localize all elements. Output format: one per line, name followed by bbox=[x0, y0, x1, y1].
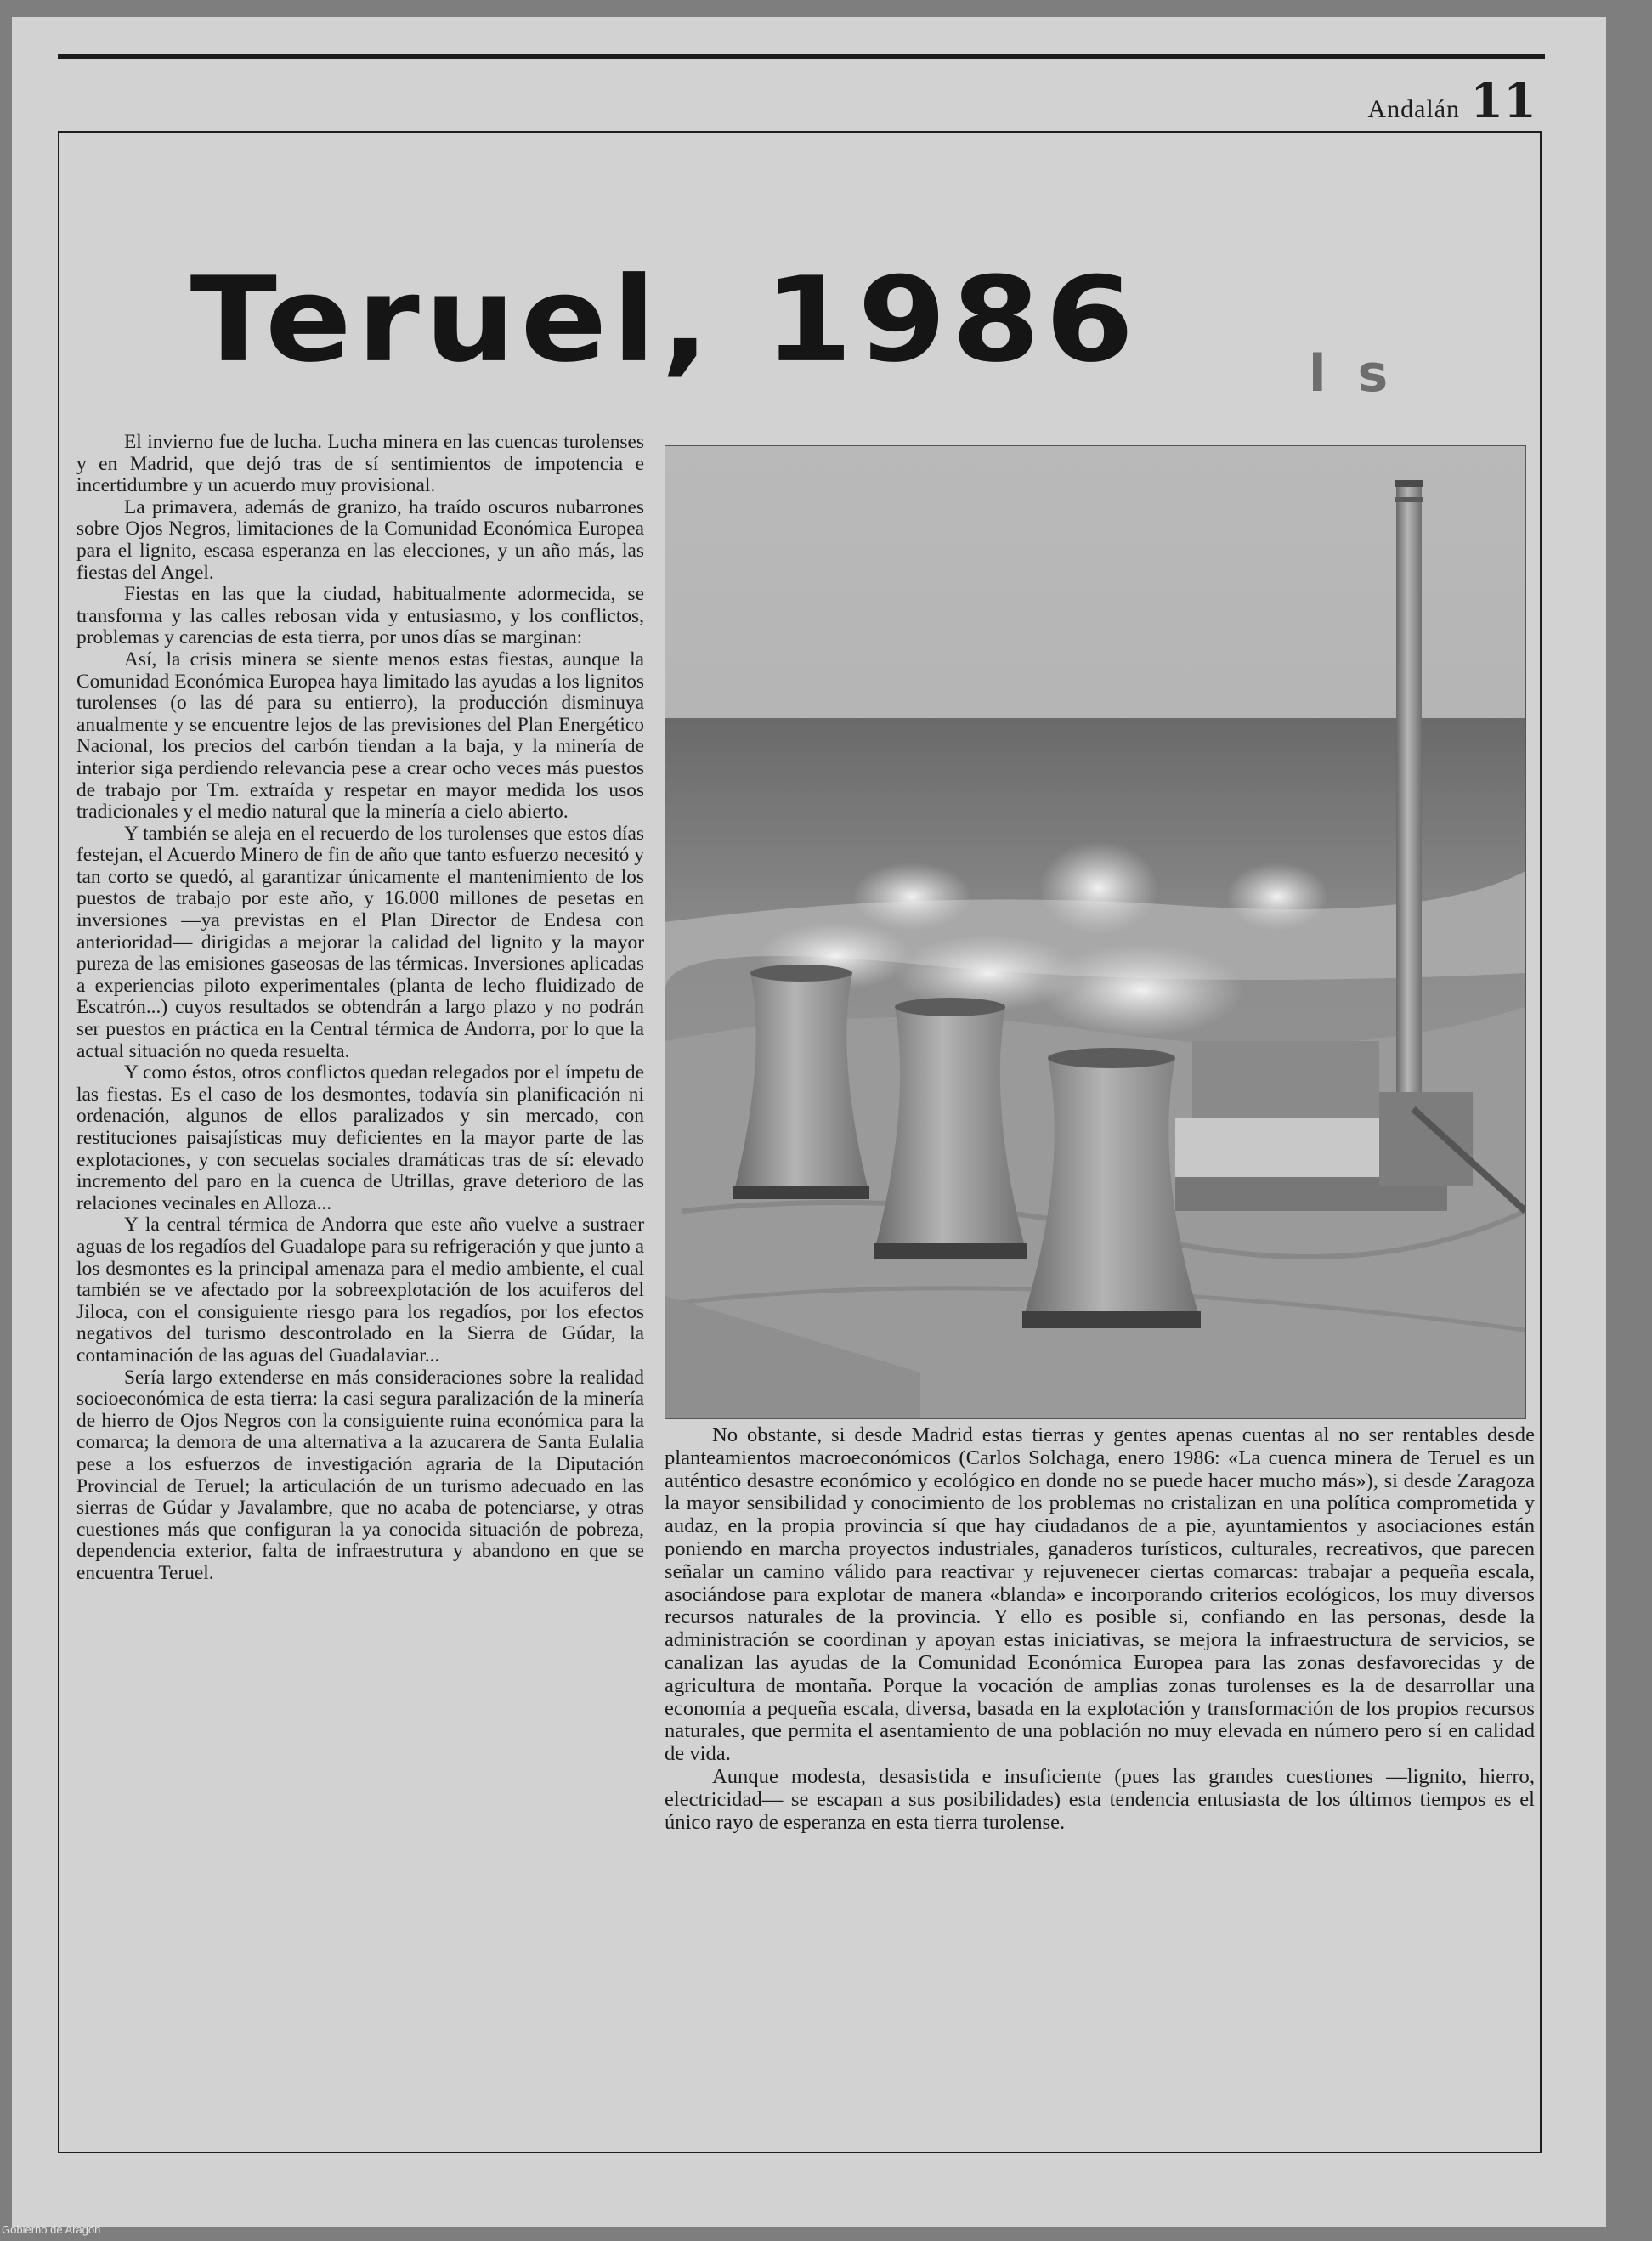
headline bbox=[0, 252, 1652, 389]
bleed-through-text: l s bbox=[1309, 344, 1395, 404]
left-column bbox=[76, 432, 644, 1584]
headline-text: Teruel, 1986 bbox=[190, 252, 1140, 389]
paragraph: Y como éstos, otros conflictos quedan relegados por el ímpetu de las fiestas. Es el caso de los desmontes, todavía sin planificación ni ordenación, algunos de ellos paralizados y sin mercado, con restituciones paisajísticas muy deficientes en la mayor parte de las explotaciones, y con secuelas sociales dramáticas tras de sí: elevado incremento del paro en la cuenca de Utrillas, grave deterioro de las relaciones vecinales en Alloza... bbox=[76, 1061, 644, 1214]
paragraph: No obstante, si desde Madrid estas tierras y gentes apenas cuentas al no ser rentables desde planteamientos macroeconómicos (Carlos Solchaga, enero 1986: «La cuenca minera de Teruel es un auténtico desastre económico y ecológico en donde no se puede hacer mucho más»), si desde Zaragoza la mayor sensibilidad y conocimiento de los problemas no cristalizan en una política comprometida y audaz, en la propia provincia sí que hay ciudadanos de a pie, ayuntamientos y asociaciones están poniendo en marcha proyectos industriales, ganaderos turísticos, culturales, recreativos, que parecen señalar un camino válido para reactivar y rejuvenecer ciertas comarcas: trabajar a pequeña escala, asociándose para explotar de manera «blanda» e incorporando criterios ecológicos, los muy diversos recursos naturales de la provincia. Y ello es posible si, confiando en las personas, desde la administración se coordinan y apoyan estas iniciativas, se mejora la infraestructura de servicios, se canalizan las ayudas de la Comunidad Económica Europea para las zonas desfavorecidas y de agricultura de montaña. Porque la vocación de amplias zonas turolenses es la de desarrollar una economía a pequeña escala, diversa, basada en la explotación y transformación de los propios recursos naturales, que permita el asentamiento de una población no muy elevada en número pero sí en calidad de vida. bbox=[665, 1423, 1535, 1766]
paragraph: El invierno fue de lucha. Lucha minera en las cuencas turolenses y en Madrid, que dejó tras de sí sentimientos de impotencia e incertidumbre y un acuerdo muy provisional. bbox=[76, 431, 644, 497]
paragraph: Y también se aleja en el recuerdo de los turolenses que estos días festejan, el Acuerdo Minero de fin de año que tanto esfuerzo necesitó y tan corto se quedó, al garantizar únicamente el mantenimiento de los puestos de trabajo por este año, y 16.000 millones de pesetas en inversiones —ya previstas en el Plan Director de Endesa con anterioridad— dirigidas a mejorar la calidad del lignito y la mayor pureza de las emisiones gaseosas de las térmicas. Inversiones aplicadas a experiencias piloto experimentales (planta de lecho fluidizado de Escatrón...) cuyos resultados se obtendrán a largo plazo y no podrán ser puestos en práctica en la Central térmica de Andorra, por lo que la actual situación no queda resuelta. bbox=[76, 822, 644, 1062]
right-column bbox=[665, 1424, 1535, 1834]
paragraph: La primavera, además de granizo, ha traído oscuros nubarrones sobre Ojos Negros, limitaciones de la Comunidad Económica Europea para el lignito, escasa esperanza en las elecciones, y un año más, las fiestas del Angel. bbox=[76, 495, 644, 584]
paragraph: Sería largo extenderse en más consideraciones sobre la realidad socioeconómica de esta tierra: la casi segura paralización de la minería de hierro de Ojos Negros con la consiguiente ruina económica para la comarca; la demora de una alternativa a la azucarera de Santa Eulalia pese a los esfuerzos de investigación agraria de la Diputación Provincial de Teruel; la articulación de un turismo adecuado en las sierras de Gúdar y Javalambre, que no acaba de potenciarse, y otras cuestiones más que configuran la ya conocida situación de pobreza, dependencia exterior, falta de infraestrutura y abandono en que se encuentra Teruel. bbox=[76, 1366, 644, 1584]
top-rule bbox=[58, 54, 1545, 59]
paragraph: Así, la crisis minera se siente menos estas fiestas, aunque la Comunidad Económica Europea haya limitado las ayudas a los lignitos turolenses (o las dé para su entierro), la producción disminuya anualmente y se encuentre lejos de las previsiones del Plan Energético Nacional, los precios del carbón tiendan a la baja, y la minería de interior siga perdiendo relevancia pese a crear ocho veces más puestos de trabajo por Tm. extraída y respetar en mayor medida los usos tradicionales y el medio natural que la minería a cielo abierto. bbox=[76, 648, 644, 823]
page-number: 11 bbox=[1470, 73, 1536, 129]
publication-name: Andalán bbox=[1367, 95, 1461, 123]
paragraph: Aunque modesta, desasistida e insuficiente (pues las grandes cuestiones —lignito, hierro, electricidad— se escapan a sus posibilidades) esta tendencia entusiasta de los últimos tiempos es el único rayo de esperanza en esta tierra turolense. bbox=[665, 1764, 1535, 1834]
masthead bbox=[1367, 73, 1536, 129]
paragraph: Y la central térmica de Andorra que este año vuelve a sustraer aguas de los regadíos del Guadalope para su refrigeración y que junto a los desmontes es la principal amenaza para el medio ambiente, el cual también se ve afectado por la sobreexplotación de los acuiferos del Jiloca, con el consiguiente riesgo para los regadíos, por los efectos negativos del turismo descontrolado en la Sierra de Gúdar, la contaminación de las aguas del Guadalaviar... bbox=[76, 1214, 644, 1367]
power-plant-photo bbox=[665, 445, 1526, 1419]
archive-credit: Gobierno de Aragón bbox=[2, 2223, 101, 2236]
paragraph: Fiestas en las que la ciudad, habitualmente adormecida, se transforma y las calles rebosan vida y entusiasmo, y los conflictos, problemas y carencias de esta tierra, por unos días se marginan: bbox=[76, 583, 644, 649]
